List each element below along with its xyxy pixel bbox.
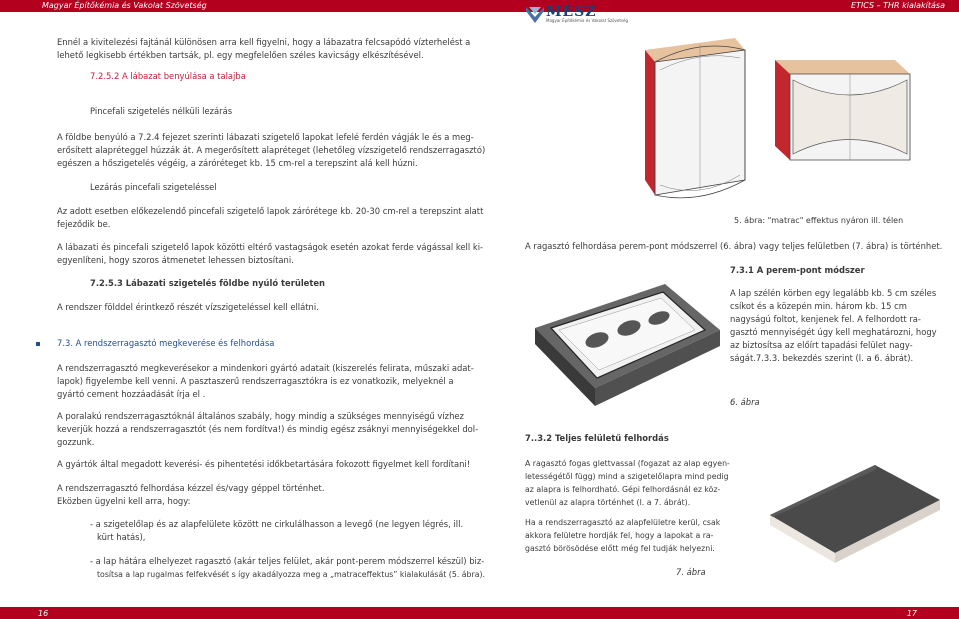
paragraph-4: A rendszer földdel érintkező részét vízszigeteléssel kell ellátni.	[57, 302, 319, 312]
subheading-no-basement: Pincefali szigetelés nélküli lezárás	[90, 106, 233, 116]
header-association: Magyar Építőkémia és Vakolat Szövetség	[42, 1, 207, 10]
mesz-logo	[526, 3, 629, 25]
figure-5-caption: 5. ábra: "matrac" effektus nyáron ill. télen	[734, 216, 904, 225]
right-paragraph-1: A ragasztó felhordása perem-pont módszerrel (6. ábra) vagy teljes felületben (7. ábra) is történhet.	[525, 241, 943, 251]
right-paragraph-3-line-1: A ragasztó fogas glettvassal (fogazat az alap egyen-	[525, 459, 730, 468]
right-paragraph-2-line-2: csíkot és a közepén min. három kb. 15 cm	[730, 301, 907, 311]
paragraph-3-line-2: egyenlíteni, hogy szoros átmenetet lehessen biztosítani.	[57, 255, 294, 265]
page-number-left: 16	[38, 609, 49, 618]
paragraph-6-line-3: gozzunk.	[57, 437, 95, 447]
right-paragraph-2-line-4: gasztó mennyiségét úgy kell meghatározni, hogy	[730, 327, 937, 337]
paragraph-1-line-2: erősített alapréteggel húzzák át. A megerősített alapréteget (lehetőleg vízszigetelő rendszerragasztó)	[57, 145, 486, 155]
logo-text: MÉSZ	[546, 4, 597, 20]
heading-731: 7.3.1 A perem-pont módszer	[730, 265, 865, 275]
header-chapter: ETICS – THR kialakítása	[850, 1, 945, 10]
right-paragraph-3-line-3: az alapra is felhordható. Gépi felhordásnál ez köz-	[525, 485, 721, 494]
right-paragraph-2-line-6: ságát.7.3.3. bekezdés szerint (l. a 6. ábrát).	[730, 353, 914, 363]
heading-7253: 7.2.5.3 Lábazati szigetelés földbe nyúló területen	[90, 278, 326, 288]
subheading-with-basement: Lezárás pincefali szigeteléssel	[90, 182, 217, 192]
heading-73: 7.3. A rendszerragasztó megkeverése és felhordása	[57, 338, 275, 348]
figure-5-mattress-effect	[625, 30, 925, 205]
paragraph-6-line-1: A poralakú rendszerragasztóknál általános szabály, hogy mindig a szükséges mennyiségű vízhez	[57, 411, 464, 421]
right-paragraph-4-line-1: Ha a rendszerragasztó az alapfelületre kerül, csak	[525, 518, 721, 527]
list-item-1-line-1: - a szigetelőlap és az alapfelülete között ne cirkulálhasson a levegő (ne legyen légrés, ill.	[90, 519, 464, 529]
intro-line-2: lehető legkisebb értékben tartsák, pl. egy megfelelően széles kavicságy elkészítésével.	[57, 50, 424, 60]
figure-7-full-surface-method	[765, 455, 945, 565]
right-paragraph-4-line-3: gasztó börösödése előtt még fel tudják helyezni.	[525, 544, 715, 553]
heading-732: 7..3.2 Teljes felületű felhordás	[525, 433, 669, 443]
paragraph-7: A gyártók által megadott keverési- és pihentetési időkbetartására fokozott figyelmet kell fordítani!	[57, 459, 471, 469]
right-paragraph-2-line-1: A lap szélén körben egy legalább kb. 5 cm széles	[730, 288, 937, 298]
list-item-2-line-2: tosítsa a lap rugalmas felfekvését s így akadályozza meg a „matraceffektus” kialakulását (5. ábra).	[97, 570, 485, 579]
paragraph-1-line-3: egészen a hőszigetelés végéig, a záróréteget kb. 15 cm-rel a terepszint alá kell húzni.	[57, 158, 418, 168]
heading-7252: 7.2.5.2 A lábazat benyúlása a talajba	[90, 71, 246, 81]
right-paragraph-2-line-3: nagyságú foltot, kenjenek fel. A felhordott ra-	[730, 314, 921, 324]
list-item-2-line-1: - a lap hátára elhelyezet ragasztó (akár teljes felület, akár pont-perem módszerrel készül) biz-	[90, 556, 485, 566]
paragraph-5-line-1: A rendszerragasztó megkeverésekor a mindenkori gyártó adatait (kiszerelés felirata, műszaki adat-	[57, 363, 474, 373]
right-paragraph-2-line-5: az biztosítsa az előírt tapadási felület nagy-	[730, 340, 913, 350]
footer-bar	[0, 607, 959, 619]
list-item-1-line-2: kürt hatás),	[97, 532, 146, 542]
paragraph-2-line-2: fejeződik be.	[57, 219, 111, 229]
figure-6-perimeter-point-method	[525, 280, 725, 420]
paragraph-1-line-1: A földbe benyúló a 7.2.4 fejezet szerinti lábazati szigetelő lapokat lefelé ferdén vágják le és a meg-	[57, 132, 474, 142]
header-bar	[0, 0, 959, 12]
logo-subtitle: Magyar Építőkémia és Vakolat Szövetség	[546, 18, 629, 23]
figure-7-caption: 7. ábra	[676, 567, 706, 577]
paragraph-8-line-1: A rendszerragasztó felhordása kézzel és/vagy géppel történhet.	[57, 483, 325, 493]
paragraph-3-line-1: A lábazati és pincefali szigetelő lapok közötti eltérő vastagságok esetén azokat ferde vágással kell ki-	[57, 242, 484, 252]
right-paragraph-3-line-4: vetlenül az alapra történhet (l. a 7. ábrát).	[525, 498, 691, 507]
paragraph-8-line-2: Eközben ügyelni kell arra, hogy:	[57, 496, 191, 506]
figure-6-caption: 6. ábra	[730, 397, 760, 407]
paragraph-2-line-1: Az adott esetben előkezelendő pincefali szigetelő lapok zárórétege kb. 20-30 cm-rel a terepszint alatt	[57, 206, 484, 216]
paragraph-6-line-2: keverjük hozzá a rendszerragasztót (és nem fordítva!) és mindig egész zsáknyi mennyiségekkel dol-	[57, 424, 479, 434]
right-paragraph-3-line-2: letességétől függ) mind a szigetelőlapra mind pedig	[525, 472, 729, 481]
page-number-right: 17	[906, 609, 917, 618]
logo-mark-icon	[526, 5, 544, 25]
paragraph-5-line-3: gyártó cement hozzáadását írja el .	[57, 389, 206, 399]
paragraph-5-line-2: lapok) figyelembe kell venni. A pasztaszerű rendszerragasztókra is ez vonatkozik, melyeknél a	[57, 376, 454, 386]
section-bullet-icon	[36, 342, 40, 346]
intro-line-1: Ennél a kivitelezési fajtánál különösen arra kell figyelni, hogy a lábazatra felcsapódó vízterhelést a	[57, 37, 471, 47]
right-paragraph-4-line-2: akkora felületre hordják fel, hogy a lapokat a ra-	[525, 531, 714, 540]
